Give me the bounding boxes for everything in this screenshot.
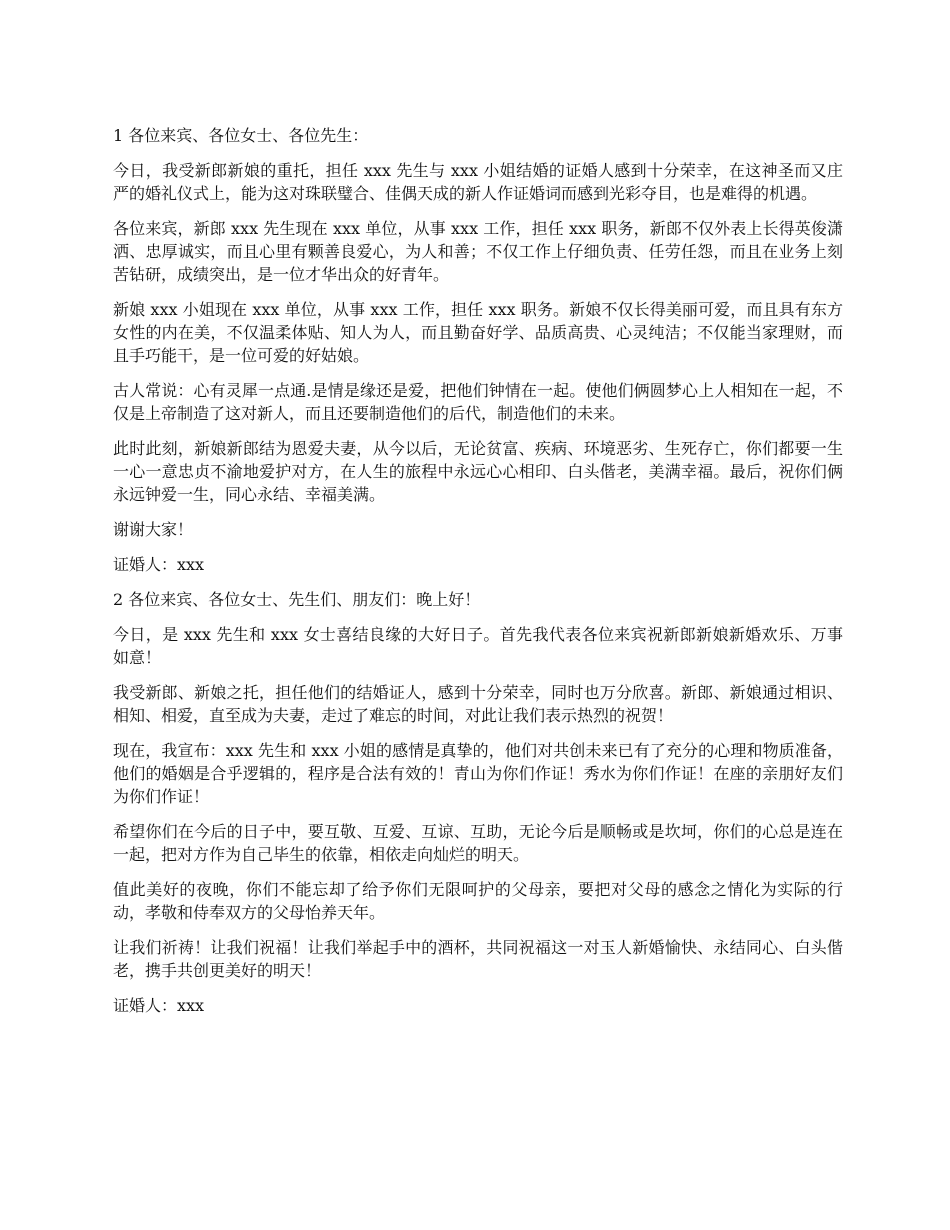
paragraph: 今日，我受新郎新娘的重托，担任 xxx 先生与 xxx 小姐结婚的证婚人感到十分荣幸，在这神圣而又庄严的婚礼仪式上，能为这对珠联璧合、佳偶天成的新人作证婚词而感到光彩夺目，也是难得的机遇。 [113,161,843,203]
paragraph: 此时此刻，新娘新郎结为恩爱夫妻，从今以后，无论贫富、疾病、环境恶劣、生死存亡，你们都要一生一心一意忠贞不渝地爱护对方，在人生的旅程中永远心心相印、白头偕老，美满幸福。最后，祝你们俩永远钟爱一生，同心永结、幸福美满。 [113,439,843,504]
paragraph: 古人常说：心有灵犀一点通.是情是缘还是爱，把他们钟情在一起。使他们俩圆梦心上人相知在一起，不仅是上帝制造了这对新人，而且还要制造他们的后代，制造他们的未来。 [113,381,843,423]
paragraph: 让我们祈祷！让我们祝福！让我们举起手中的酒杯，共同祝福这一对玉人新婚愉快、永结同心、白头偕老，携手共创更美好的明天！ [113,938,843,980]
paragraph: 希望你们在今后的日子中，要互敬、互爱、互谅、互助，无论今后是顺畅或是坎坷，你们的心总是连在一起，把对方作为自己毕生的依靠，相依走向灿烂的明天。 [113,822,843,864]
paragraph: 现在，我宣布：xxx 先生和 xxx 小姐的感情是真挚的，他们对共创未来已有了充分的心理和物质准备，他们的婚姻是合乎逻辑的，程序是合法有效的！青山为你们作证！秀水为你们作证！在座的亲朋好友们为你们作证！ [113,741,843,806]
paragraph: 值此美好的夜晚，你们不能忘却了给予你们无限呵护的父母亲，要把对父母的感念之情化为实际的行动，孝敬和侍奉双方的父母怡养天年。 [113,880,843,922]
document-body [113,124,843,1029]
paragraph: 各位来宾，新郎 xxx 先生现在 xxx 单位，从事 xxx 工作，担任 xxx 职务，新郎不仅外表上长得英俊潇洒、忠厚诚实，而且心里有颗善良爱心，为人和善；不仅工作上仔细负责、任劳任怨，而且在业务上刻苦钻研，成绩突出，是一位才华出众的好青年。 [113,219,843,284]
salutation-1: 1 各位来宾、各位女士、各位先生： [113,126,369,145]
signature-line-1: 证婚人：xxx [113,555,205,574]
paragraph: 我受新郎、新娘之托，担任他们的结婚证人，感到十分荣幸，同时也万分欣喜。新郎、新娘通过相识、相知、相爱，直至成为夫妻，走过了难忘的时间，对此让我们表示热烈的祝贺！ [113,683,843,725]
salutation-2: 2 各位来宾、各位女士、先生们、朋友们：晚上好！ [113,590,481,609]
signature-line-2: 证婚人：xxx [113,996,205,1015]
paragraph: 新娘 xxx 小姐现在 xxx 单位，从事 xxx 工作，担任 xxx 职务。新娘不仅长得美丽可爱，而且具有东方女性的内在美，不仅温柔体贴、知人为人，而且勤奋好学、品质高贵、心灵纯洁；不仅能当家理财，而且手巧能干，是一位可爱的好姑娘。 [113,300,843,365]
paragraph: 今日，是 xxx 先生和 xxx 女士喜结良缘的大好日子。首先我代表各位来宾祝新郎新娘新婚欢乐、万事如意！ [113,625,843,667]
thanks-line: 谢谢大家！ [113,520,194,539]
